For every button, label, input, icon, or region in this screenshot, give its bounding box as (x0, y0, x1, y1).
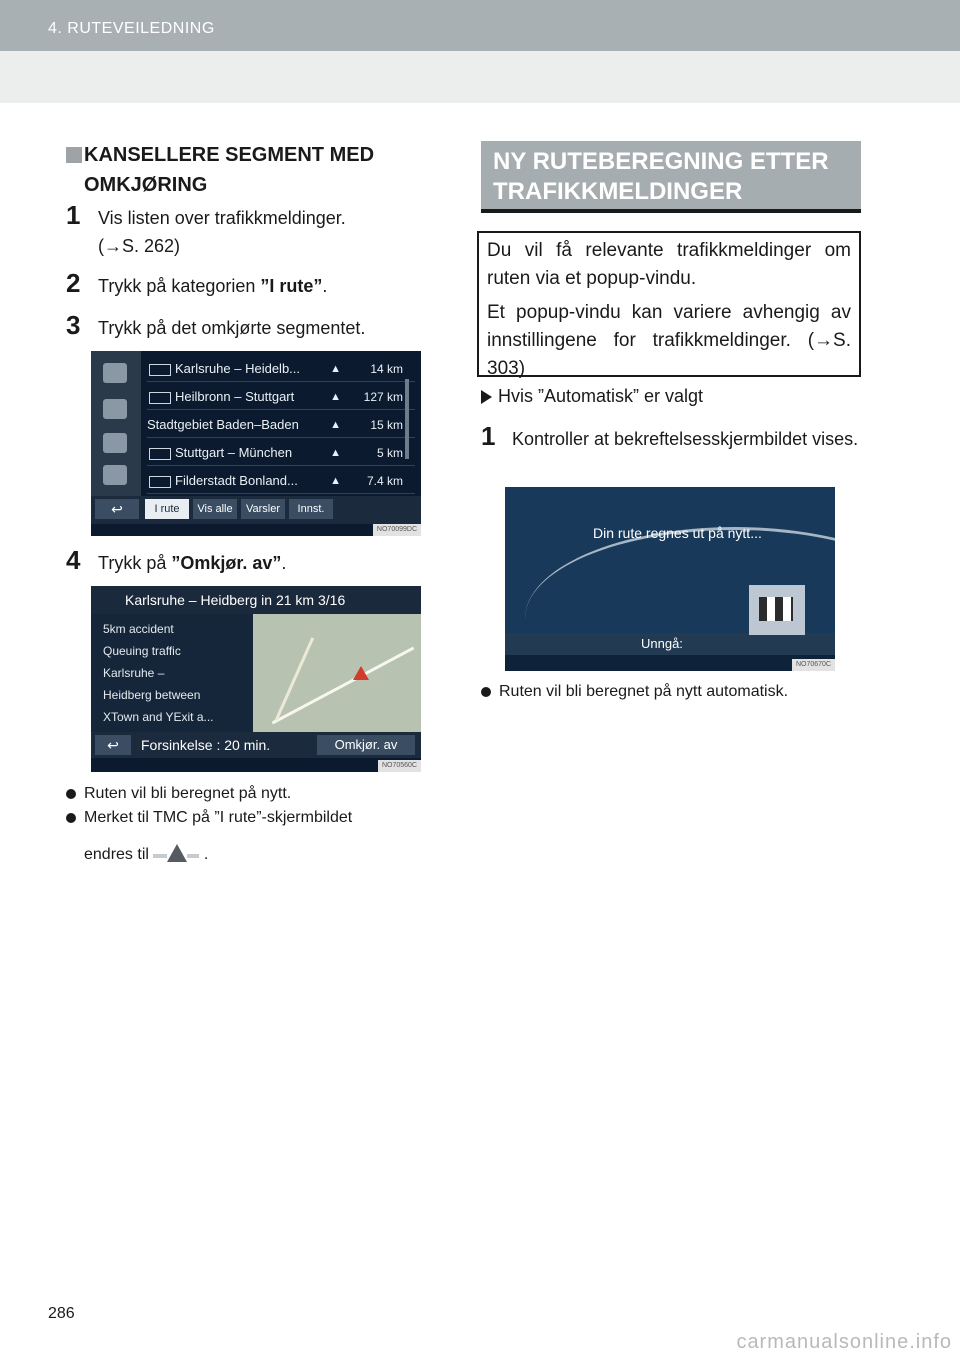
traffic-detail-screenshot (91, 586, 421, 772)
right-step-number-1: 1 (481, 421, 496, 451)
step-text-4 (98, 550, 286, 576)
item-distance: 15 km (370, 418, 403, 432)
detail-line: XTown and YExit a... (103, 710, 214, 724)
tab-i-rute[interactable]: I rute (145, 499, 189, 519)
bullet-cont-end: . (203, 846, 209, 864)
right-step-text-1: Kontroller at bekreftelsesskjermbildet vises. (512, 429, 859, 449)
warning-triangle-icon: ▲ (330, 447, 341, 459)
arrow-right-icon (481, 390, 492, 404)
settings-icon (103, 465, 127, 485)
bullet-text: Ruten vil bli beregnet på nytt automatisk. (499, 683, 789, 700)
detail-line: 5km accident (103, 622, 174, 636)
condition-text: Hvis ”Automatisk” er valgt (498, 386, 704, 406)
bullet-text: Ruten vil bli beregnet på nytt. (84, 785, 292, 802)
item-name: Karlsruhe – Heidelb... (175, 361, 301, 376)
item-distance: 127 km (363, 390, 403, 404)
bullet-dot-icon (66, 813, 76, 823)
road-tag-icon (149, 448, 171, 460)
info-box (477, 231, 861, 377)
step-4-bold: ”Omkjør. av” (171, 553, 282, 573)
warning-triangle-icon: ▲ (330, 475, 341, 487)
bullet-text: Merket til TMC på ”I rute”-skjermbildet (84, 809, 353, 826)
list-item[interactable] (147, 385, 415, 410)
image-code: NO70670C (792, 659, 835, 671)
avoid-label[interactable]: Unngå: (641, 636, 683, 651)
detail-topbar (91, 586, 421, 614)
scrollbar[interactable] (405, 379, 409, 459)
detail-line: Heidberg between (103, 688, 201, 702)
map-view[interactable] (253, 614, 421, 732)
list-item[interactable] (147, 357, 415, 382)
recalculation-screenshot (505, 487, 835, 671)
image-code: NO70099DC (373, 524, 421, 536)
section-title (66, 140, 444, 200)
item-name: Stuttgart – München (175, 445, 293, 460)
bullet-dot-icon (481, 687, 491, 697)
step-2-pre: Trykk på kategorien (98, 276, 261, 296)
item-name: Stadtgebiet Baden–Baden (147, 417, 299, 432)
step-text-2 (98, 273, 327, 299)
step-ref-1[interactable]: (→S. 262) (98, 236, 181, 256)
detail-panel (91, 614, 253, 732)
bullet-continuation (84, 844, 208, 866)
tab-innst[interactable]: Innst. (289, 499, 333, 519)
tmc-detour-icon (153, 844, 199, 866)
delay-text: Forsinkelse : 20 min. (141, 737, 271, 753)
destination-flag-icon (749, 585, 805, 635)
bullet-item (66, 807, 448, 829)
info-paragraph-1: Du vil få relevante trafikkmeldinger om ruten via et popup-vindu. (487, 240, 851, 289)
step-4-post: . (281, 553, 287, 573)
item-name: Heilbronn – Stuttgart (175, 389, 295, 404)
step-text-1: Vis listen over trafikkmeldinger. (98, 208, 346, 228)
bullet-cont-text: endres til (84, 846, 149, 864)
warning-icon (353, 666, 369, 680)
detail-line: Queuing traffic (103, 644, 181, 658)
step-4-pre: Trykk på (98, 553, 172, 573)
step-number-1: 1 (66, 200, 81, 230)
step-2-bold: ”I rute” (260, 276, 323, 296)
list-item[interactable] (147, 469, 415, 494)
edit-icon (103, 363, 127, 383)
step-number-2: 2 (66, 268, 81, 298)
step-number-4: 4 (66, 545, 81, 575)
list-item[interactable] (147, 413, 415, 438)
bullet-item (66, 783, 291, 805)
detail-line: Karlsruhe – (103, 666, 165, 680)
watermark: carmanualsonline.info (736, 1331, 952, 1353)
section-title-text: KANSELLERE SEGMENT MED OMKJØRING (84, 144, 375, 196)
info-paragraph-2: Et popup-vindu kan variere avhengig av innstillingene for trafikkmeldinger. (→S. 303) (487, 302, 851, 379)
item-distance: 7.4 km (366, 474, 403, 488)
header-bar (0, 0, 960, 51)
step-2-post: . (322, 276, 328, 296)
item-distance: 5 km (376, 446, 403, 460)
road-tag-icon (149, 476, 171, 488)
detour-off-button[interactable]: Omkjør. av (317, 735, 415, 755)
warning-triangle-icon: ▲ (330, 363, 341, 375)
step-number-3: 3 (66, 310, 81, 340)
back-button[interactable]: ↩ (95, 735, 131, 755)
warning-triangle-icon: ▲ (330, 391, 341, 403)
tab-vis-alle[interactable]: Vis alle (193, 499, 237, 519)
header-band (0, 51, 960, 103)
page-number: 286 (48, 1305, 75, 1322)
road-tag-icon (149, 392, 171, 404)
tab-varsler[interactable]: Varsler (241, 499, 285, 519)
side-panel (91, 351, 141, 496)
list-icon (103, 399, 127, 419)
step-text-3: Trykk på det omkjørte segmentet. (98, 318, 366, 338)
road-tag-icon (149, 364, 171, 376)
chapter-title: 4. RUTEVEILEDNING (48, 20, 215, 37)
right-section-header: NY RUTEBEREGNING ETTER TRAFIKKMELDINGER (481, 141, 861, 213)
popup-message: Din rute regnes ut på nytt... (593, 525, 762, 541)
bullet-dot-icon (66, 789, 76, 799)
item-name: Filderstadt Bonland... (175, 473, 298, 488)
condition-line (481, 386, 703, 407)
warning-icon (103, 433, 127, 453)
detail-title: Karlsruhe – Heidberg in 21 km 3/16 (125, 592, 346, 608)
item-distance: 14 km (370, 362, 403, 376)
list-item[interactable] (147, 441, 415, 466)
back-button[interactable]: ↩ (95, 499, 139, 519)
bullet-item (481, 681, 788, 703)
traffic-list-screenshot (91, 351, 421, 536)
warning-triangle-icon: ▲ (330, 419, 341, 431)
image-code: NO70560C (378, 760, 421, 772)
